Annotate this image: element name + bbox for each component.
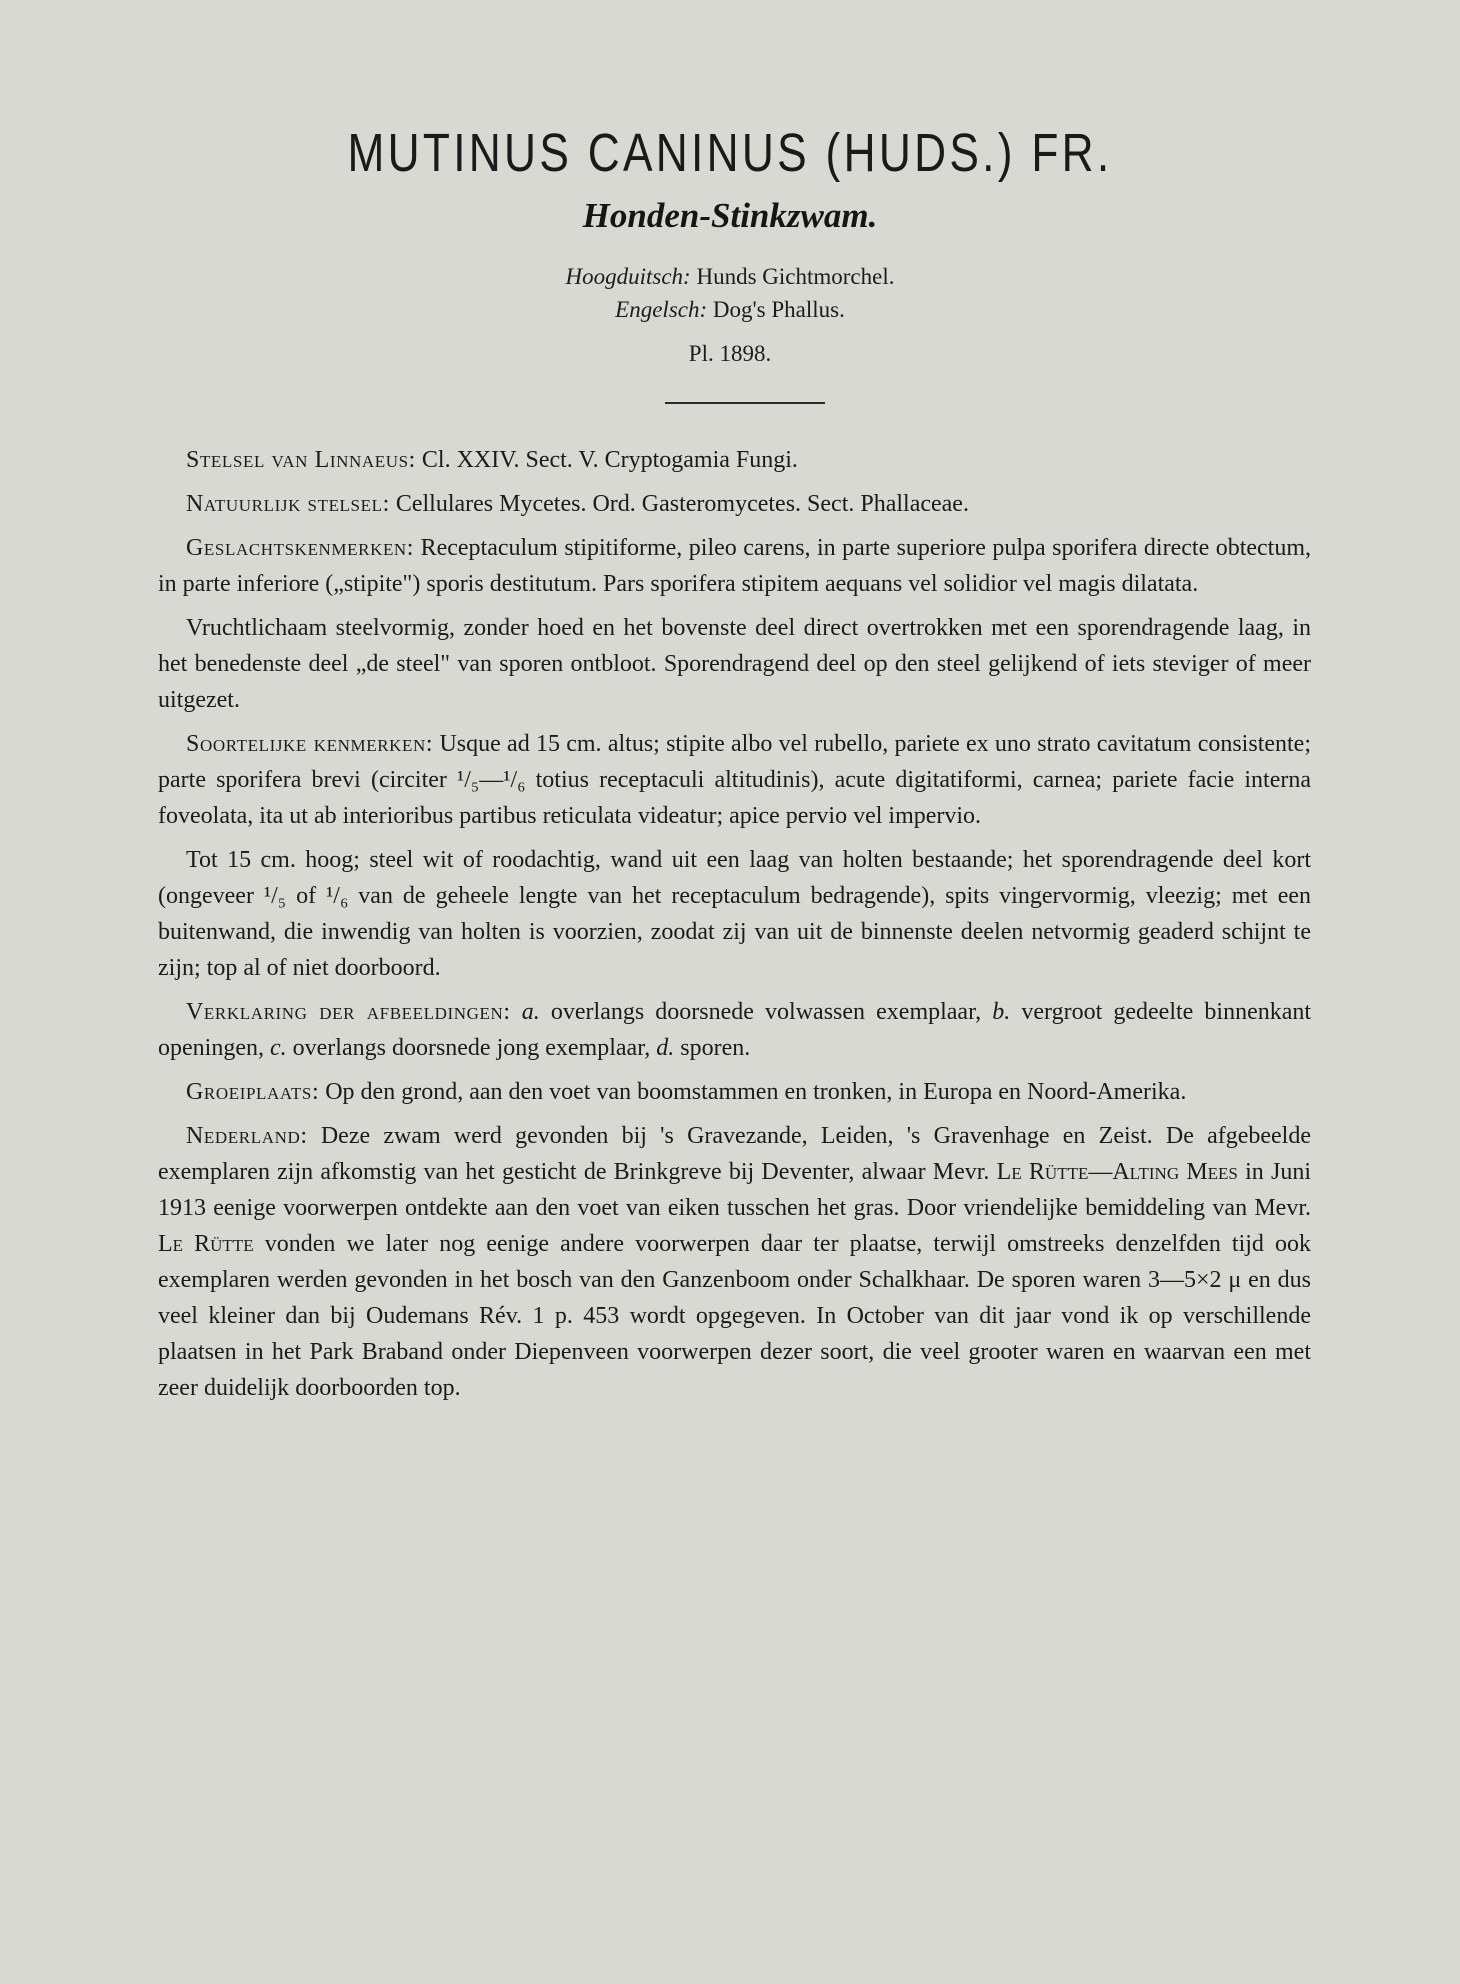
natural-system-label: Natuurlijk stelsel: (186, 491, 390, 517)
figure-b-text: vergroot gedeelte binnenkant openingen, (158, 999, 1312, 1061)
figure-d-text: sporen. (680, 1035, 751, 1061)
figure-c-letter: c. (269, 1035, 287, 1061)
figure-b-letter: b. (992, 999, 1011, 1025)
habitat-label: Groeiplaats: (186, 1079, 320, 1105)
genus-label: Geslachtskenmerken: (186, 535, 415, 561)
species-dutch-paragraph: Tot 15 cm. hoog; steel wit of roodachtig, wand uit een laag van holten bestaande; het sporendragende deel kort (ongeveer ¹/₅ of ¹/₆ van de geheele lengte van het receptaculum bedragende), spits vingervormig, vleezig; met een buitenwand, die inwendig van holten is voorzien, zoodat zij van uit de binnenste deelen netvormig geaderd schijnt te zijn; top al of niet doorboord. (158, 847, 1311, 981)
netherlands-text-1: Deze zwam werd gevonden bij 's Gravezande, Leiden, 's Gravenhage en Zeist. De afgebeelde exemplaren zijn afkomstig van het gesticht de Brinkgreve bij Deventer, alwaar Mevr. (158, 1123, 1311, 1185)
figure-a-letter: a. (521, 999, 540, 1025)
english-label: Engelsch: (615, 297, 708, 322)
description-body (158, 442, 1311, 1414)
person-name-1: Le Rütte—Alting Mees (996, 1159, 1238, 1185)
species-text: Usque ad 15 cm. altus; stipite albo vel rubello, pariete ex uno strato cavitatum consistente; parte sporifera brevi (circiter ¹/₅—¹/₆ totius receptaculi altitudinis), acute digitatiformi, carnea; pariete facie interna foveolata, ita ut ab interioribus partibus reticulata videatur; apice pervio vel impervio. (158, 731, 1311, 829)
netherlands-paragraph (158, 1118, 1311, 1406)
genus-text: Receptaculum stipitiforme, pileo carens, in parte superiore pulpa sporifera directe obtectum, in parte inferiore („stipite") sporis destitutum. Pars sporifera stipitem aequans vel solidior vel magis dilatata. (158, 535, 1312, 597)
netherlands-text-3: vonden we later nog eenige andere voorwerpen daar ter plaatse, terwijl omstreeks denzelfden tijd ook exemplaren werden gevonden in het bosch van den Ganzenboom onder Schalkhaar. De sporen waren 3—5×2 μ en dus veel kleiner dan bij Oudemans Rév. 1 p. 453 wordt opgegeven. In October van dit jaar vond ik op verschillende plaatsen in het Park Braband onder Diepenveen voorwerpen dezer soort, die veel grooter waren en waarvan een met zeer duidelijk doorboorden top. (158, 1231, 1312, 1401)
natural-system-text: Cellulares Mycetes. Ord. Gasteromycetes. Sect. Phallaceae. (395, 491, 969, 517)
species-title: MUTINUS CANINUS (HUDS.) FR. (347, 123, 1113, 183)
figure-c-text: overlangs doorsnede jong exemplaar, (292, 1035, 651, 1061)
genus-paragraph (158, 530, 1311, 602)
netherlands-text-2: in Juni 1913 eenige voorwerpen ontdekte aan den voet van eiken tusschen het gras. Door vriendelijke bemiddeling van Mevr. (158, 1159, 1311, 1221)
habitat-paragraph (158, 1074, 1311, 1110)
figures-paragraph (158, 994, 1311, 1066)
figures-label: Verklaring der afbeeldingen: (186, 999, 511, 1025)
genus-dutch-paragraph: Vruchtlichaam steelvormig, zonder hoed en het bovenste deel direct overtrokken met een sporendragende laag, in het benedenste deel „de steel" van sporen ontbloot. Sporendragend deel op den steel gelijkend of iets steviger of meer uitgezet. (158, 615, 1311, 713)
divider-rule (665, 402, 825, 404)
species-paragraph (158, 726, 1311, 834)
common-name: Honden-Stinkzwam. (582, 196, 878, 235)
natural-system-paragraph (158, 486, 1311, 522)
netherlands-label: Nederland: (186, 1123, 308, 1149)
linnaeus-label: Stelsel van Linnaeus: (186, 447, 416, 473)
linnaeus-paragraph (158, 442, 1311, 478)
german-name-line (0, 264, 1460, 290)
figure-a-text: overlangs doorsnede volwassen exemplaar, (550, 999, 982, 1025)
german-name: Hunds Gichtmorchel. (696, 264, 895, 289)
english-name-line (0, 297, 1460, 323)
species-label: Soortelijke kenmerken: (186, 731, 434, 757)
person-name-2: Le Rütte (158, 1231, 254, 1257)
linnaeus-text: Cl. XXIV. Sect. V. Cryptogamia Fungi. (421, 447, 798, 473)
habitat-text: Op den grond, aan den voet van boomstammen en tronken, in Europa en Noord-Amerika. (325, 1079, 1187, 1105)
english-name: Dog's Phallus. (712, 297, 845, 322)
german-label: Hoogduitsch: (565, 264, 691, 289)
plate-number: Pl. 1898. (688, 341, 772, 366)
figure-d-letter: d. (656, 1035, 675, 1061)
